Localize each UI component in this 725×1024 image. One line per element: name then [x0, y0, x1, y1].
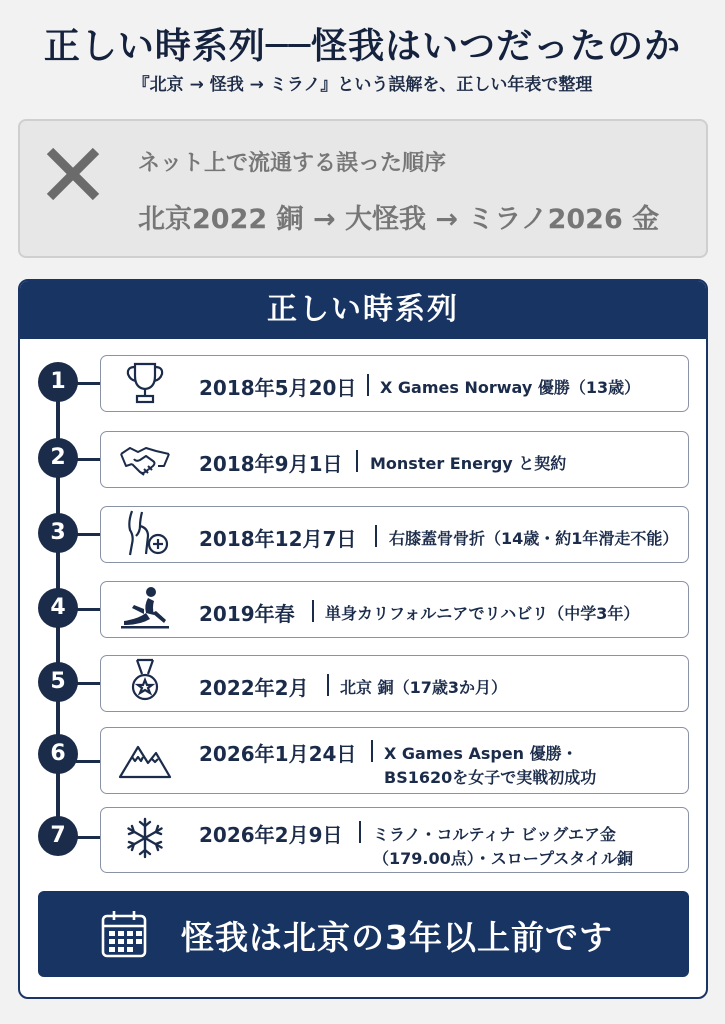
x-mark-icon — [44, 145, 102, 203]
step-number: 5 — [38, 662, 78, 702]
separator — [371, 740, 373, 762]
step-number: 7 — [38, 816, 78, 856]
timeline-date: 2022年2月 — [199, 676, 309, 700]
separator — [359, 821, 361, 843]
timeline-desc-line2: （179.00点）・スロープスタイル銅 — [373, 849, 633, 868]
step-number: 4 — [38, 588, 78, 628]
timeline-connector — [76, 382, 102, 385]
panel-title: 正しい時系列 — [20, 281, 706, 339]
page-title: 正しい時系列──怪我はいつだったのか — [43, 26, 682, 67]
timeline-connector — [76, 682, 102, 685]
wrong-order-label: ネット上で流通する誤った順序 — [138, 151, 447, 176]
timeline-date: 2026年1月24日 — [199, 742, 357, 766]
knee-injury-icon — [118, 508, 172, 558]
separator — [312, 600, 314, 622]
timeline-desc: 右膝蓋骨骨折（14歳・約1年滑走不能） — [389, 529, 679, 548]
timeline-date: 2019年春 — [199, 602, 295, 626]
timeline-date: 2018年12月7日 — [199, 527, 357, 551]
timeline-desc: ミラノ・コルティナ ビッグエア金 — [373, 825, 616, 844]
timeline-desc: X Games Aspen 優勝・ — [384, 744, 578, 763]
timeline-desc-line2: BS1620を女子で実戦初成功 — [384, 768, 597, 787]
mountain-icon — [118, 735, 172, 785]
medal-icon — [118, 657, 172, 707]
timeline-desc: 単身カリフォルニアでリハビリ（中学3年） — [325, 604, 640, 623]
separator — [327, 674, 329, 696]
step-number: 2 — [38, 438, 78, 478]
timeline-connector — [76, 760, 102, 763]
separator — [356, 450, 358, 472]
timeline-connector — [76, 533, 102, 536]
timeline-date: 2018年9月1日 — [199, 452, 343, 476]
step-number: 6 — [38, 734, 78, 774]
timeline-desc: Monster Energy と契約 — [370, 454, 567, 473]
handshake-icon — [118, 434, 172, 484]
conclusion-text: 怪我は北京の3年以上前です — [181, 918, 613, 957]
timeline-date: 2018年5月20日 — [199, 376, 357, 400]
rehab-stretch-icon — [118, 583, 172, 633]
timeline-date: 2026年2月9日 — [199, 823, 343, 847]
separator — [367, 374, 369, 396]
timeline-desc: X Games Norway 優勝（13歳） — [380, 378, 641, 397]
step-number: 3 — [38, 513, 78, 553]
trophy-icon — [118, 358, 172, 408]
step-number: 1 — [38, 362, 78, 402]
wrong-order-box — [18, 119, 708, 258]
timeline-connector — [76, 836, 102, 839]
wrong-order-sequence: 北京2022 銅 → 大怪我 → ミラノ2026 金 — [138, 204, 660, 235]
separator — [375, 525, 377, 547]
timeline-connector — [76, 458, 102, 461]
timeline-connector — [76, 608, 102, 611]
snowflake-icon — [118, 813, 172, 863]
page-subtitle: 『北京 → 怪我 → ミラノ』という誤解を、正しい年表で整理 — [132, 75, 593, 95]
timeline-desc: 北京 銅（17歳3か月） — [340, 678, 507, 697]
calendar-icon — [100, 908, 148, 960]
